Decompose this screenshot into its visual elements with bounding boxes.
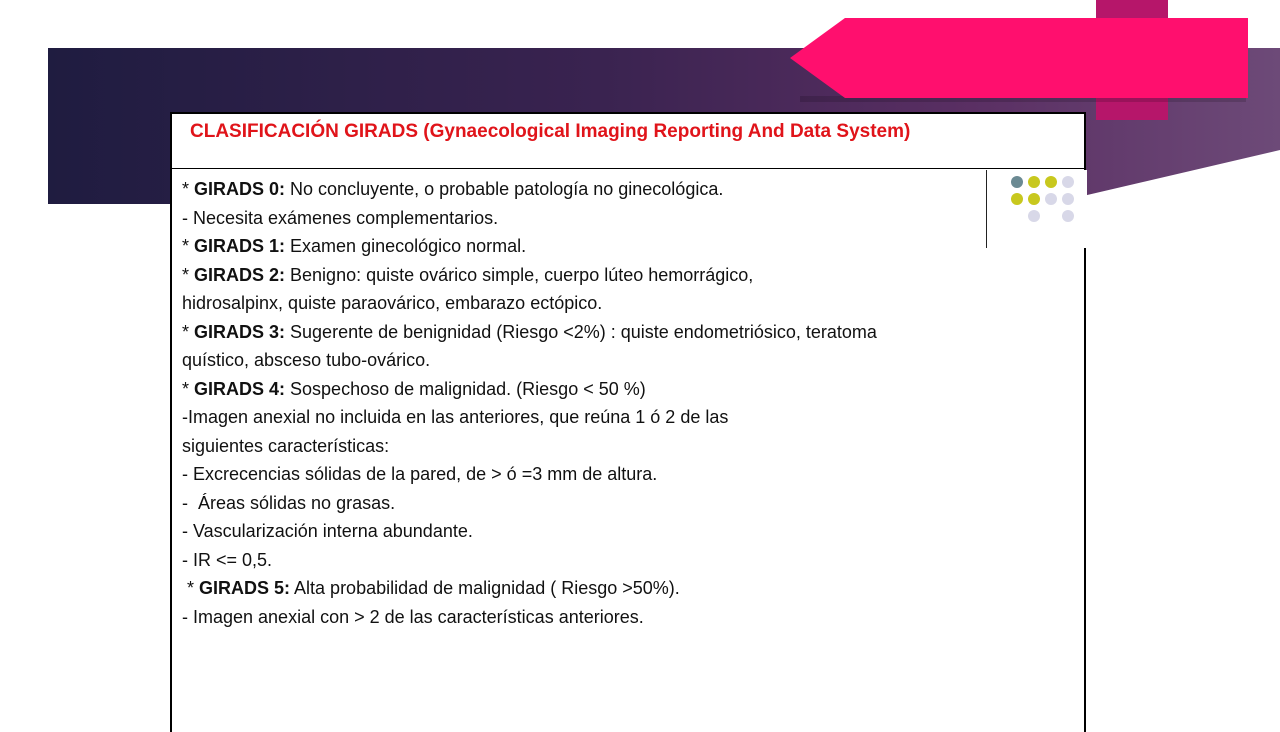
dot	[1062, 176, 1074, 188]
document-line	[182, 603, 1084, 632]
line-text: - IR <= 0,5.	[182, 549, 273, 570]
line-text: Alta probabilidad de malignidad ( Riesgo >50%).	[290, 578, 680, 598]
document-line	[182, 489, 1084, 518]
dot	[1028, 210, 1040, 222]
line-prefix: *	[182, 236, 195, 256]
document-body	[172, 169, 1084, 631]
document-panel	[170, 112, 1086, 732]
line-prefix: *	[182, 378, 195, 399]
line-prefix: *	[182, 578, 200, 598]
line-text: No concluyente, o probable patología no ginecológica.	[285, 179, 724, 199]
document-line	[182, 546, 1084, 575]
document-line	[182, 204, 1084, 233]
line-text: - Áreas sólidas no grasas.	[182, 492, 396, 513]
dot	[1062, 210, 1074, 222]
document-line	[182, 318, 1084, 347]
dot	[1045, 176, 1057, 188]
line-text: hidrosalpinx, quiste paraovárico, embarazo ectópico.	[182, 293, 603, 313]
line-text: - Necesita exámenes complementarios.	[182, 207, 499, 228]
line-text: Sugerente de benignidad (Riesgo <2%) : quiste endometriósico, teratoma	[285, 321, 877, 342]
document-line	[182, 261, 1084, 290]
dot	[1028, 193, 1040, 205]
line-prefix: *	[182, 264, 195, 285]
document-line	[182, 289, 1084, 318]
line-text: -Imagen anexial no incluida en las anteriores, que reúna 1 ó 2 de las	[182, 407, 729, 427]
pink-arrow-shape	[790, 18, 1248, 98]
dot-grid-icon	[986, 170, 1087, 248]
document-line	[182, 432, 1084, 461]
document-title: CLASIFICACIÓN GIRADS (Gynaecological Imaging Reporting And Data System)	[190, 121, 911, 142]
dot	[1028, 176, 1040, 188]
girads-level-label: GIRADS 3:	[194, 321, 286, 342]
document-line	[182, 346, 1084, 375]
document-line	[182, 403, 1084, 432]
girads-level-label: GIRADS 2:	[194, 264, 286, 285]
line-text: quístico, absceso tubo-ovárico.	[182, 350, 431, 370]
document-line	[182, 375, 1084, 404]
dot	[1045, 193, 1057, 205]
document-line	[182, 517, 1084, 546]
dot	[1062, 193, 1074, 205]
document-line	[182, 460, 1084, 489]
girads-level-label: GIRADS 1:	[194, 236, 286, 256]
girads-level-label: GIRADS 0:	[194, 179, 286, 199]
line-prefix: *	[182, 179, 195, 199]
girads-level-label: GIRADS 5:	[199, 578, 291, 598]
dot	[1011, 193, 1023, 205]
document-line	[182, 175, 1084, 204]
line-text: siguientes características:	[182, 435, 390, 456]
dot	[1011, 176, 1023, 188]
document-line	[182, 574, 1084, 603]
document-line	[182, 232, 1084, 261]
line-text: Benigno: quiste ovárico simple, cuerpo lúteo hemorrágico,	[285, 264, 754, 285]
line-text: Examen ginecológico normal.	[285, 236, 527, 256]
document-header	[172, 114, 1084, 169]
girads-level-label: GIRADS 4:	[194, 378, 286, 399]
line-text: - Excrecencias sólidas de la pared, de > ó =3 mm de altura.	[182, 464, 658, 484]
line-text: - Vascularización interna abundante.	[182, 521, 473, 541]
line-prefix: *	[182, 321, 195, 342]
line-text: - Imagen anexial con > 2 de las características anteriores.	[182, 606, 644, 627]
line-text: Sospechoso de malignidad. (Riesgo < 50 %)	[285, 378, 646, 399]
